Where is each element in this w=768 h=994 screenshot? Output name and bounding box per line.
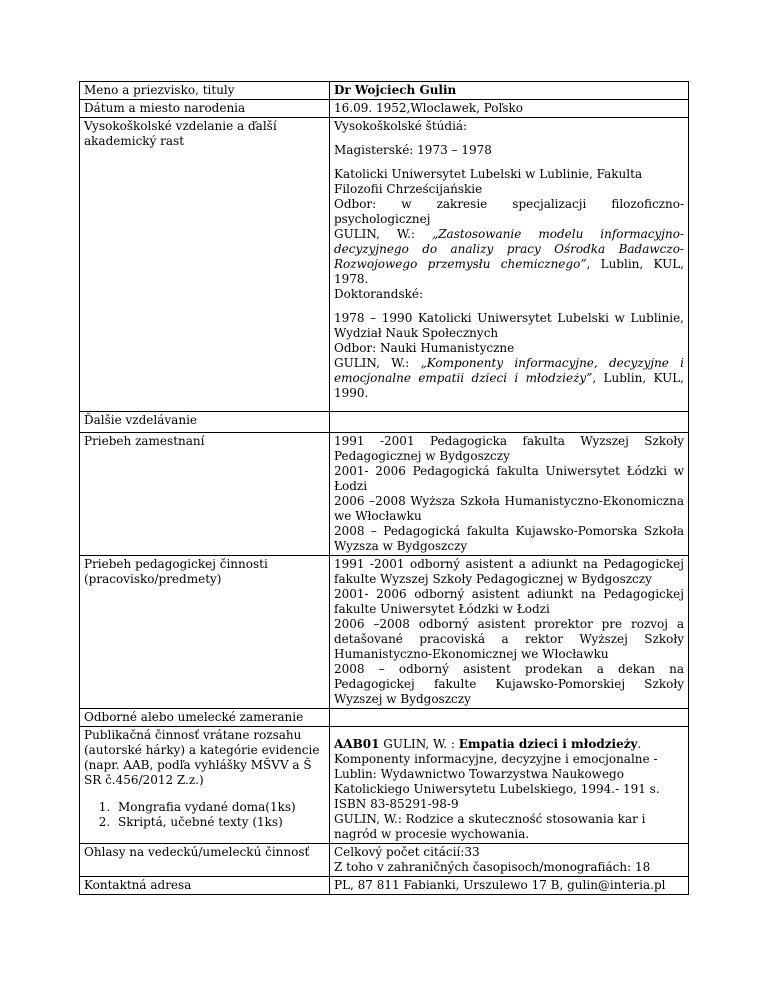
masters-thesis-title: „Zastosowanie modelu informacyjno-decyzyjnego do analizy pracy Ośrodka Badawczo-Rozwojowego przemysłu chemicznego” [334,227,684,271]
masters-field: Odbor: w zakresie specjalizacji filozoficzno-psychologicznej [334,197,684,226]
specialization-value [330,709,689,727]
masters-thesis [334,227,684,287]
employment-row [80,433,689,556]
cv-table [79,81,689,895]
teaching-row [80,556,689,709]
employment-entry: 2008 – Pedagogická fakulta Kujawsko-Pomorska Szkoła Wyzsza w Bydgoszczy [334,524,684,553]
masters-heading: Magisterské: 1973 – 1978 [334,143,492,157]
publications-value [330,727,689,844]
doctoral-university: 1978 – 1990 Katolicki Uniwersytet Lubelski w Lublinie, Wydział Nauk Społecznych [334,311,684,340]
education-intro: Vysokoškolské štúdiá: [334,119,468,133]
education-row [80,118,689,412]
citations-value [330,844,689,877]
further-education-value [330,412,689,433]
teaching-entry: 2008 – odborný asistent prodekan a dekan na Pedagogickej fakulte Kujawsko-Pomorskiej Szkoły Wyzszej w Bydgoszczy [334,662,684,706]
doctoral-thesis [334,356,684,401]
employment-value [330,433,689,556]
teaching-entry: 2001- 2006 odborný asistent adiunkt na Pedagogickej fakulte Uniwersytet Łódzki w Łodzi [334,587,684,616]
teaching-value [330,556,689,709]
name-value: Dr Wojciech Gulin [330,82,689,100]
citations-row [80,844,689,877]
list-item: 1. Mongrafia vydané doma(1ks) [114,800,325,815]
birth-label: Dátum a miesto narodenia [80,100,330,118]
employment-label: Priebeh zamestnaní [80,433,330,556]
list-item: 2. Skriptá, učebné texty (1ks) [114,815,325,830]
publications-label [80,727,330,844]
doctoral-heading: Doktorandské: [334,287,424,301]
employment-entry: 2006 –2008 Wyższa Szkoła Humanistyczno-Ekonomiczna we Włocławku [334,494,684,523]
teaching-entry: 2006 –2008 odborný asistent prorektor pre rozvoj a detašované pracoviská a rektor Wyższej Szkoły Humanistyczno-Ekonomicznej we Włocławku [334,617,684,661]
specialization-row [80,709,689,727]
masters-thesis-author: GULIN, W.: [334,227,432,241]
publications-label-text: Publikačná činnosť vrátane rozsahu (autorské hárky) a kategórie evidencie (napr. AAB, podľa vyhlášky MŠVV a Š SR č.456/2012 Z.z.) [84,728,320,787]
publications-row [80,727,689,844]
teaching-label: Priebeh pedagogickej činnosti (pracovisko/predmety) [80,556,330,709]
birth-value: 16.09. 1952,Wloclawek, Poľsko [330,100,689,118]
further-education-row [80,412,689,433]
teaching-entry: 1991 -2001 odborný asistent a adiunkt na Pedagogickej fakulte Wyzszej Szkoły Pedagogicznej w Bydgoszczy [334,557,684,586]
citations-label: Ohlasy na vedeckú/umeleckú činnosť [80,844,330,877]
masters-thesis-publisher: , Lublin, KUL, 1978. [334,257,684,286]
publication-title: Empatia dzieci i młodzieży [458,737,638,751]
publication-second: GULIN, W.: Rodzice a skuteczność stosowania kar i nagród w procesie wychowania. [334,812,646,841]
contact-label: Kontaktná adresa [80,877,330,895]
publication-author: GULIN, W. : [379,737,459,751]
contact-value: PL, 87 811 Fabianki, Urszulewo 17 B, gulin@interia.pl [330,877,689,895]
publications-summary-list [84,800,325,830]
employment-entry: 2001- 2006 Pedagogická fakulta Uniwersytet Łódzki w Łodzi [334,464,684,493]
specialization-label: Odborné alebo umelecké zameranie [80,709,330,727]
doctoral-thesis-author: GULIN, W.: [334,356,421,370]
employment-entry: 1991 -2001 Pedagogicka fakulta Wyzszej Szkoły Pedagogicznej w Bydgoszczy [334,434,684,463]
doctoral-field: Odbor: Nauki Humanistyczne [334,341,515,355]
publication-code: AAB01 [334,737,380,751]
publication-title-end: . [637,737,642,751]
citations-total: Celkový počet citácií:33 [334,845,480,859]
birth-row [80,100,689,118]
education-label: Vysokoškolské vzdelanie a ďalší akademický rast [80,118,330,412]
masters-university: Katolicki Uniwersytet Lubelski w Lublinie, Fakulta Filozofii Chrześcijańskie [334,167,643,196]
citations-foreign: Z toho v zahraničných časopisoch/monografiách: 18 [334,860,651,874]
further-education-label: Ďalšie vzdelávanie [80,412,330,433]
publication-entry [334,737,684,752]
name-row [80,82,689,100]
contact-row [80,877,689,895]
doctoral-thesis-publisher: , Lublin, KUL, 1990. [334,371,684,400]
publication-details: Komponenty informacyjne, decyzyjne i emocjonalne - Lublin: Wydawnictwo Towarzystwa Naukowego Katolickiego Uniwersytetu Lubelskiego, 1994.- 191 s. [334,752,660,796]
education-value [330,118,689,412]
name-label: Meno a priezvisko, tituly [80,82,330,100]
publication-isbn: ISBN 83-85291-98-9 [334,797,459,811]
doctoral-thesis-title: „Komponenty informacyjne, decyzyjne i emocjonalne empatii dzieci i młodzieży” [334,356,684,385]
